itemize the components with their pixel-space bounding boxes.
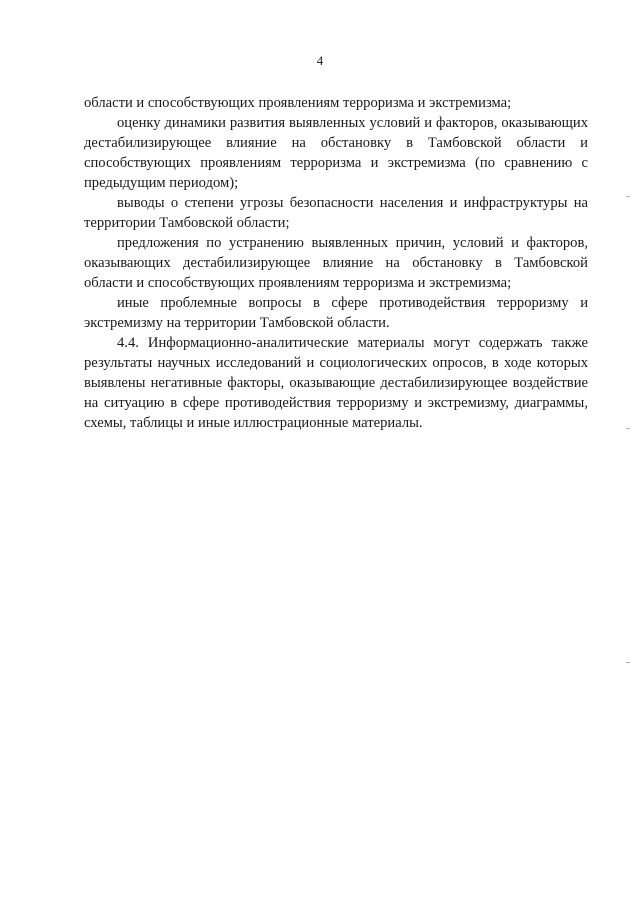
paragraph-3: выводы о степени угрозы безопасности населения и инфраструктуры на территории Тамбовской области; xyxy=(84,195,588,231)
scan-mark xyxy=(626,662,630,663)
paragraph-5: иные проблемные вопросы в сфере противодействия терроризму и экстремизму на территории Тамбовской области. xyxy=(84,295,588,331)
scan-mark xyxy=(626,428,630,429)
page-number: 4 xyxy=(316,53,324,68)
document-body xyxy=(84,93,588,433)
paragraph-1: области и способствующих проявлениям терроризма и экстремизма; xyxy=(84,95,512,111)
paragraph-6: 4.4. Информационно-аналитические материалы могут содержать также результаты научных исследований и социологических опросов, в ходе которых выявлены негативные факторы, оказывающие дестабилизирующее воздействие на ситуацию в сфере противодействия терроризму и экстремизму, диаграммы, схемы, таблицы и иные иллюстрационные материалы. xyxy=(84,335,588,431)
paragraph-4: предложения по устранению выявленных причин, условий и факторов, оказывающих дестабилизирующее влияние на обстановку в Тамбовской области и способствующих проявлениям терроризма и экстремизма; xyxy=(84,235,588,291)
scan-mark xyxy=(626,196,630,197)
paragraph-2: оценку динамики развития выявленных условий и факторов, оказывающих дестабилизирующее влияние на обстановку в Тамбовской области и способствующих проявлениям терроризма и экстремизма (по сравнению с предыдущим периодом); xyxy=(84,115,588,191)
